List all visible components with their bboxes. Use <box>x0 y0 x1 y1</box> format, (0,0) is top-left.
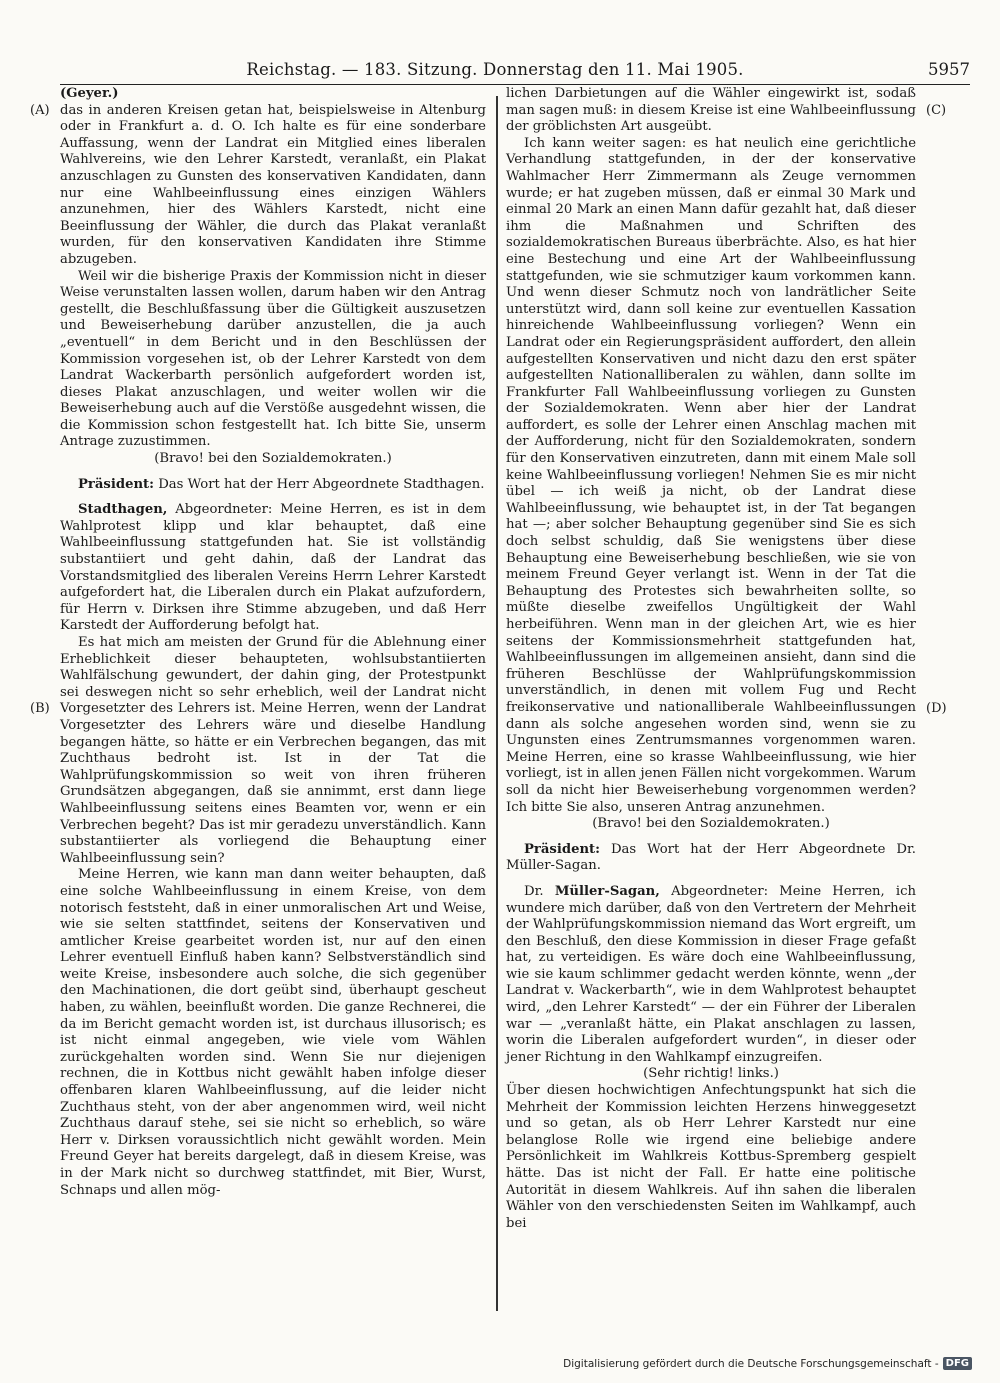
right-column <box>506 86 916 1232</box>
president-remark <box>60 477 486 494</box>
dfg-logo-icon: DFG <box>943 1357 972 1370</box>
applause-note: (Bravo! bei den Sozialdemokraten.) <box>592 816 830 832</box>
president-remark <box>506 842 916 875</box>
column-divider <box>496 96 498 1311</box>
speaker-prefix: Dr. <box>524 883 544 899</box>
speech-text: Abgeordneter: Meine Herren, ich wundere mich darüber, daß von den Vertretern der Mehrheit der Wahlprüfungskommission niemand das Wort ergreift, um den Beschluß, den diese Kommission in dieser Frage gefaßt hat, zu verteidigen. Es wäre doch eine Wahlbeeinflussung, wie sie kaum schlimmer gedacht werden könnte, wenn „der Landrat v. Wackerbarth“, wie in dem Wahlprotest behauptet wird, „den Lehrer Karstedt“ — der ein Führer der Liberalen war — „veranlaßt hätte, ein Plakat anschlagen zu lassen, worin die Liberalen aufgefordert wurden“, in dieser oder jener Richtung in den Wahlkampf einzugreifen. <box>506 883 916 1065</box>
speaker-name: Müller-Sagan, <box>554 883 660 899</box>
left-column <box>60 86 486 1199</box>
paragraph: Es hat mich am meisten der Grund für die Ablehnung einer Erheblichkeit dieser behaupteten, wohlsubstantiierten Wahlfälschung gewundert, der dahin ging, der Protestpunkt sei deswegen nicht so sehr erheblich, weil der Landrat nicht Vorgesetzter des Lehrers ist. Meine Herren, wenn der Landrat Vorgesetzter des Lehrers wäre und dieselbe Handlung begangen hätte, so hätte er ein Verbrechen begangen, das mit Zuchthaus bedroht ist. Ist in der Tat die Wahlprüfungskommission so weit von ihren früheren Grundsätzen abgegangen, daß sie annimmt, erst dann liege Wahlbeeinflussung seitens eines Beamten vor, wenn er ein Verbrechen begeht? Das ist mir geradezu unverständlich. Kann substantiierter als vorliegend die Behauptung einer Wahlbeeinflussung sein? <box>60 635 486 866</box>
speech-intro <box>506 884 916 1067</box>
running-head: Reichstag. — 183. Sitzung. Donnerstag den 11. Mai 1905. <box>246 60 744 79</box>
paragraph: Weil wir die bisherige Praxis der Kommission nicht in dieser Weise verunstalten lassen wollen, darum haben wir den Antrag gestellt, die Beschlußfassung über die Gültigkeit auszusetzen und Beweiserhebung darüber anzustellen, die ja auch „eventuell“ in dem Bericht und in den Beschlüssen der Kommission vorgesehen ist, ob der Lehrer Karstedt von dem Landrat Wackerbarth persönlich aufgefordert worden ist, dieses Plakat anzuschlagen, und weiter wollen wir die Beweiserhebung auch auf die Verstöße ausgedehnt wissen, die die Kommission schon festgestellt hat. Ich bitte Sie, unserm Antrage zuzustimmen. <box>60 268 486 450</box>
president-label: Präsident: <box>78 476 155 492</box>
applause-note: (Bravo! bei den Sozialdemokraten.) <box>154 451 392 467</box>
applause-note: (Sehr richtig! links.) <box>643 1066 779 1082</box>
paragraph: lichen Darbietungen auf die Wähler eingewirkt ist, sodaß man sagen muß: in diesem Kreise ist eine Wahlbeeinflussung der gröblichsten Art ausgeübt. <box>506 86 916 135</box>
president-text: Das Wort hat der Herr Abgeordnete Stadthagen. <box>158 476 485 492</box>
page-number: 5957 <box>928 60 970 79</box>
paragraph: Über diesen hochwichtigen Anfechtungspunkt hat sich die Mehrheit der Kommission leichten Herzens hinweggesetzt und so getan, als ob Herr Lehrer Karstedt nur eine belanglose Rolle wie irgend eine beliebige andere Persönlichkeit im Wahlkreis Kottbus-Spremberg gespielt hätte. Das ist nicht der Fall. Er hatte eine politische Autorität in diesem Wahlkreis. Auf ihn sahen die liberalen Wähler von den verschiedensten Seiten im Wahlkampf, auch bei <box>506 1083 916 1231</box>
president-label: Präsident: <box>524 841 601 857</box>
paragraph: das in anderen Kreisen getan hat, beispielsweise in Altenburg oder in Frankfurt a. d. O. Ich halte es für eine sonderbare Auffassung, wenn der Landrat ein Mitglied eines liberalen Wahlvereins, wie den Lehrer Karstedt, veranlaßt, ein Plakat anzuschlagen zu Gunsten des konservativen Kandidaten, dann nur eine Wahlbeeinflussung eines einzigen Wählers anzunehmen, hier des Wählers Karstedt, nicht eine Beeinflussung der Wähler, die durch das Plakat veranlaßt wurden, für den konservativen Kandidaten ihre Stimme abzugeben. <box>60 102 486 267</box>
speech-intro <box>60 502 486 635</box>
speaker-continuation: (Geyer.) <box>60 86 119 101</box>
footer-credit <box>563 1357 972 1370</box>
margin-mark-c: (C) <box>926 103 947 118</box>
page-header <box>60 58 970 85</box>
speaker-name: Stadthagen, <box>78 502 168 518</box>
margin-mark-a: (A) <box>30 103 50 118</box>
president-text: Das Wort hat der Herr Abgeordnete Dr. Müller-Sagan. <box>506 841 916 874</box>
margin-mark-b: (B) <box>30 701 50 716</box>
paragraph: Meine Herren, wie kann man dann weiter behaupten, daß eine solche Wahlbeeinflussung in einem Kreise, von dem notorisch feststeht, daß in einer unmoralischen Art und Weise, wie sie selten stattfindet, seitens der Konservativen und amtlicher Kreise gearbeitet worden ist, nur auf den einen Lehrer eventuell Einfluß haben kann? Selbstverständlich sind weite Kreise, insbesondere auch solche, die sich gegenüber den Machinationen, die dort geübt sind, überhaupt gescheut haben, zu wählen, beeinflußt worden. Die ganze Rechnerei, die da im Bericht gemacht worden ist, ist durchaus illusorisch; es ist nicht einmal angegeben, wie viele vom Wählen zurückgehalten worden sind. Wenn Sie nur diejenigen rechnen, die in Kottbus nicht gewählt haben infolge dieser offenbaren klaren Wahlbeeinflussung, auf die leider nicht Zuchthaus steht, von der aber angenommen wird, weil nicht Zuchthaus darauf stehe, sei sie nicht so erheblich, so wäre Herr v. Dirksen voraussichtlich nicht gewählt worden. Mein Freund Geyer hat bereits dargelegt, daß in diesem Kreise, was in der Mark nicht so durchweg stattfindet, mit Bier, Wurst, Schnaps und allen mög- <box>60 867 486 1198</box>
footer-text: Digitalisierung gefördert durch die Deutsche Forschungsgemeinschaft - <box>563 1357 939 1370</box>
margin-mark-d: (D) <box>926 701 947 716</box>
paragraph: Ich kann weiter sagen: es hat neulich eine gerichtliche Verhandlung stattgefunden, in der der konservative Wahlmacher Herr Zimmermann als Zeuge vernommen wurde; er hat zugeben müssen, daß er einmal 30 Mark und einmal 20 Mark an einen Mann dafür gezahlt hat, daß dieser ihm die Maßnahmen und Schriften des sozialdemokratischen Bureaus überbrächte. Also, es hat hier eine Bestechung und eine Art der Wahlbeeinflussung stattgefunden, wie sie schmutziger kaum vorkommen kann. Und wenn dieser Schmutz noch von landrätlicher Seite unterstützt wird, dann soll keine zur eventuellen Kassation hinreichende Wahlbeeinflussung vorliegen? Wenn ein Landrat oder ein Regierungspräsident auffordert, den allein aufgestellten Konservativen und nicht dazu den erst später aufgestellten Nationalliberalen zu wählen, dann sollte im Frankfurter Fall Wahlbeeinflussung vorliegen zu Gunsten der Sozialdemokraten. Wenn aber hier der Landrat auffordert, es solle der Lehrer einen Anschlag machen mit der Aufforderung, nicht für den Sozialdemokraten, sondern für den Konservativen einzutreten, dann mit einem Male soll keine Wahlbeeinflussung vorliegen! Nehmen Sie es mir nicht übel — ich weiß ja nicht, ob der Landrat diese Wahlbeeinflussung, wie behauptet ist, in der Tat begangen hat —; aber solcher Behauptung gegenüber sind Sie es sich doch selbst schuldig, daß Sie wenigstens über diese Behauptung eine Beweiserhebung beschließen, wie sie von meinem Freund Geyer verlangt ist. Wenn in der Tat die Behauptung des Protestes sich bewahrheiten sollte, so müßte dieselbe zweifellos Ungültigkeit der Wahl herbeiführen. Wenn man in der gleichen Art, wie es hier seitens der Kommissionsmehrheit stattgefunden hat, Wahlbeeinflussungen im allgemeinen ansieht, dann sind die früheren Beschlüsse der Wahlprüfungskommission unverständlich, in denen mit vollem Fug und Recht freikonservative und nationalliberale Wahlbeeinflussungen dann als solche angesehen worden sind, wenn sie zu Ungunsten eines Zentrumsmannes vorgenommen waren. Meine Herren, eine so krasse Wahlbeeinflussung, wie hier vorliegt, ist in allen jenen Fällen nicht vorgekommen. Warum soll da nicht hier Beweiserhebung vorgenommen werden? Ich bitte Sie also, unseren Antrag anzunehmen. <box>506 135 916 815</box>
speech-text: Abgeordneter: Meine Herren, es ist in dem Wahlprotest klipp und klar behauptet, daß eine Wahlbeeinflussung stattgefunden hat. Sie ist vollständig substantiiert und geht dahin, daß der Landrat das Vorstandsmitglied des liberalen Vereins Herrn Lehrer Karstedt aufgefordert hat, die Liberalen durch ein Plakat aufzufordern, für Herrn v. Dirksen ihre Stimme abzugeben, und daß Herr Karstedt der Aufforderung befolgt hat. <box>60 502 486 634</box>
